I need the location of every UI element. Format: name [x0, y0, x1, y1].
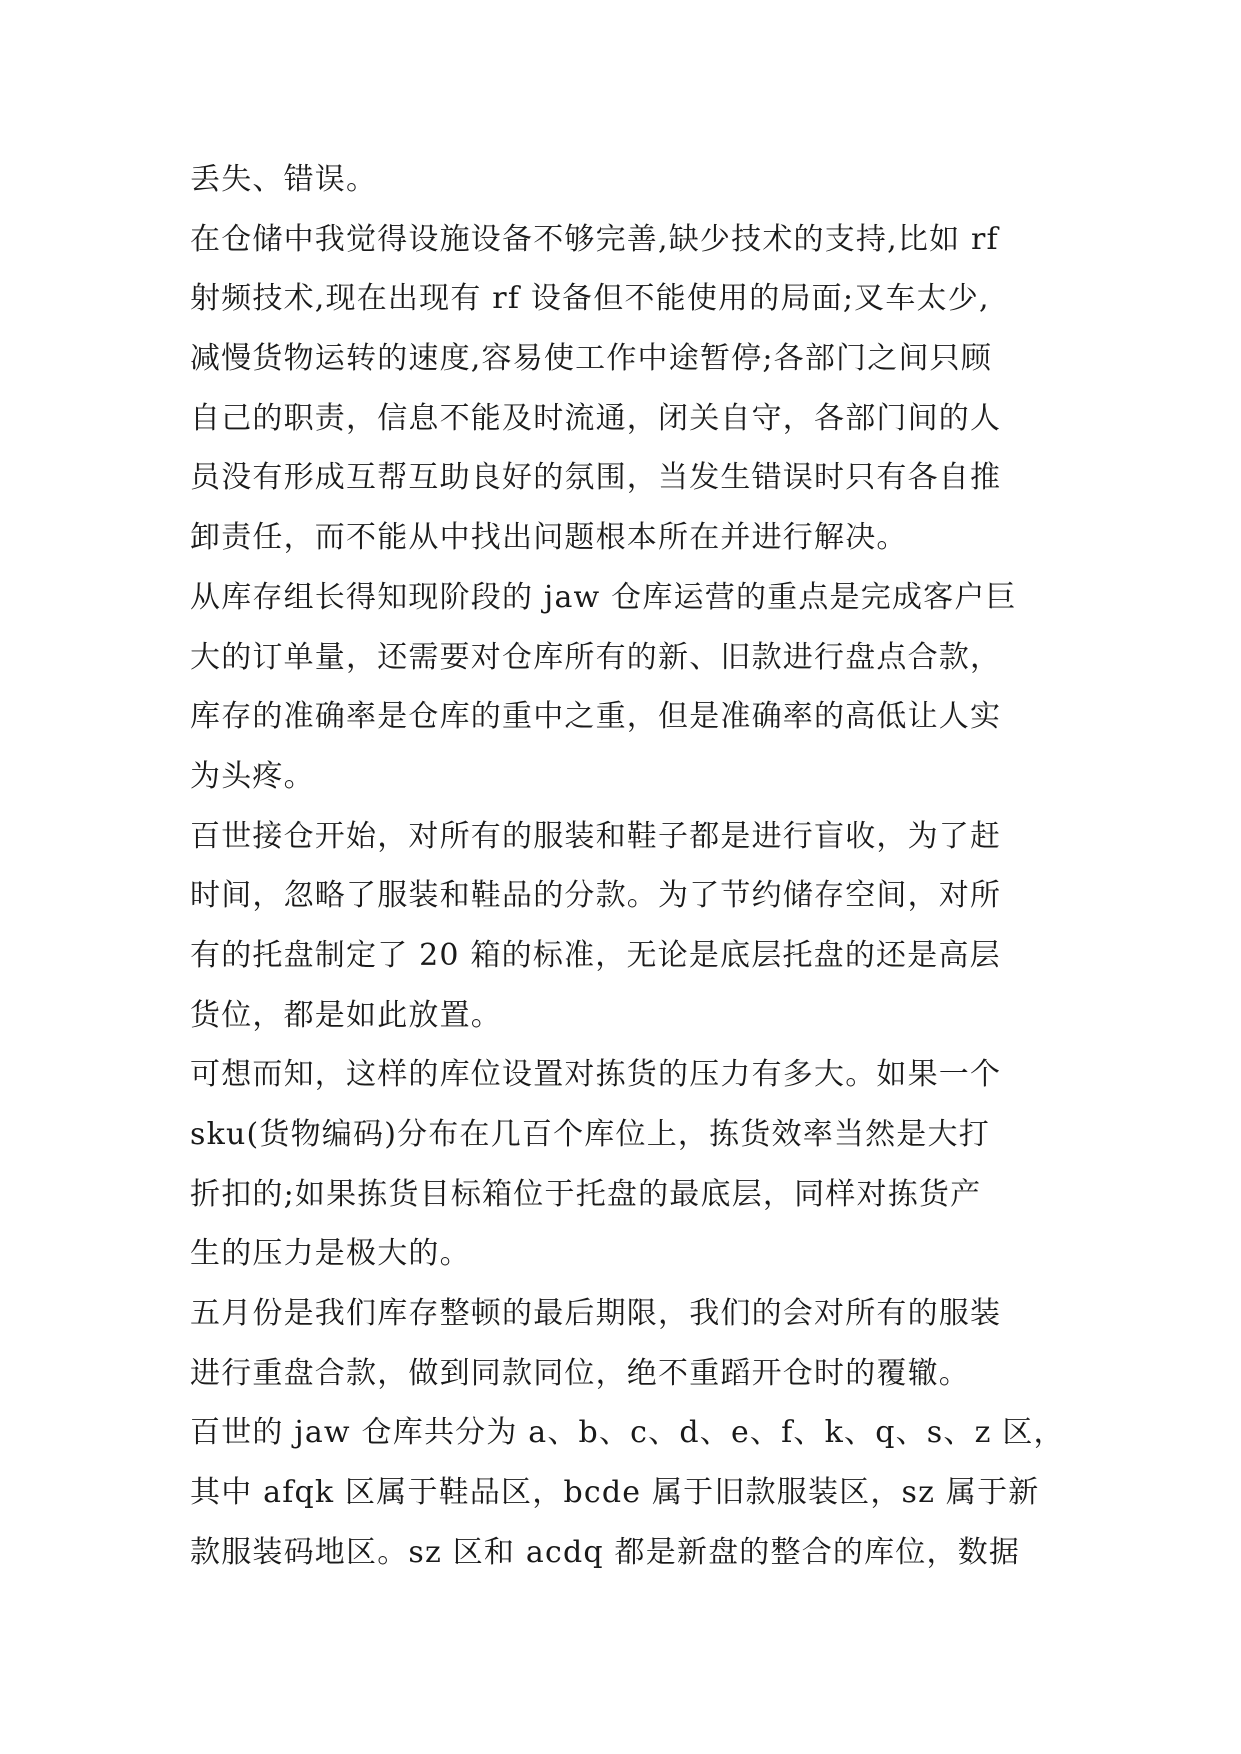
text-line: 有的托盘制定了 20 箱的标准，无论是底层托盘的还是高层	[190, 937, 1001, 973]
text-line: 射频技术,现在出现有 rf 设备但不能使用的局面;叉车太少,	[190, 281, 990, 317]
text-line: 时间，忽略了服装和鞋品的分款。为了节约储存空间，对所	[190, 878, 1002, 914]
text-line: 丢失、错误。	[190, 162, 378, 197]
document-body	[190, 150, 1065, 1583]
text-line: 五月份是我们库存整顿的最后期限，我们的会对所有的服装	[190, 1296, 1002, 1332]
text-line: 折扣的;如果拣货目标箱位于托盘的最底层，同样对拣货产	[190, 1176, 982, 1212]
text-line: 卸责任，而不能从中找出问题根本所在并进行解决。	[190, 520, 908, 556]
text-line: 百世的 jaw 仓库共分为 a、b、c、d、e、f、k、q、s、z 区，	[190, 1415, 1065, 1451]
text-line: 自己的职责，信息不能及时流通，闭关自守，各部门间的人	[190, 400, 1002, 436]
text-line: 库存的准确率是仓库的重中之重，但是准确率的高低让人实	[190, 699, 1002, 735]
text-line: sku(货物编码)分布在几百个库位上，拣货效率当然是大打	[190, 1117, 990, 1152]
text-line: 百世接仓开始，对所有的服装和鞋子都是进行盲收，为了赶	[190, 818, 1002, 854]
text-line: 进行重盘合款，做到同款同位，绝不重蹈开仓时的覆辙。	[190, 1355, 970, 1391]
text-line: 在仓储中我觉得设施设备不够完善,缺少技术的支持,比如 rf	[190, 221, 999, 257]
text-line: 为头疼。	[190, 758, 315, 794]
text-line: 生的压力是极大的。	[190, 1236, 471, 1272]
text-line: 减慢货物运转的速度,容易使工作中途暂停;各部门之间只顾	[190, 341, 993, 377]
text-line: 货位，都是如此放置。	[190, 997, 502, 1033]
text-line: 员没有形成互帮互助良好的氛围，当发生错误时只有各自推	[190, 460, 1002, 496]
text-line: 大的订单量，还需要对仓库所有的新、旧款进行盘点合款，	[190, 639, 1002, 675]
text-line: 其中 afqk 区属于鞋品区，bcde 属于旧款服装区，sz 属于新	[190, 1475, 1040, 1511]
text-line: 从库存组长得知现阶段的 jaw 仓库运营的重点是完成客户巨	[190, 579, 1017, 615]
text-line: 款服装码地区。sz 区和 acdq 都是新盘的整合的库位，数据	[190, 1534, 1021, 1570]
text-line: 可想而知，这样的库位设置对拣货的压力有多大。如果一个	[190, 1057, 1002, 1093]
